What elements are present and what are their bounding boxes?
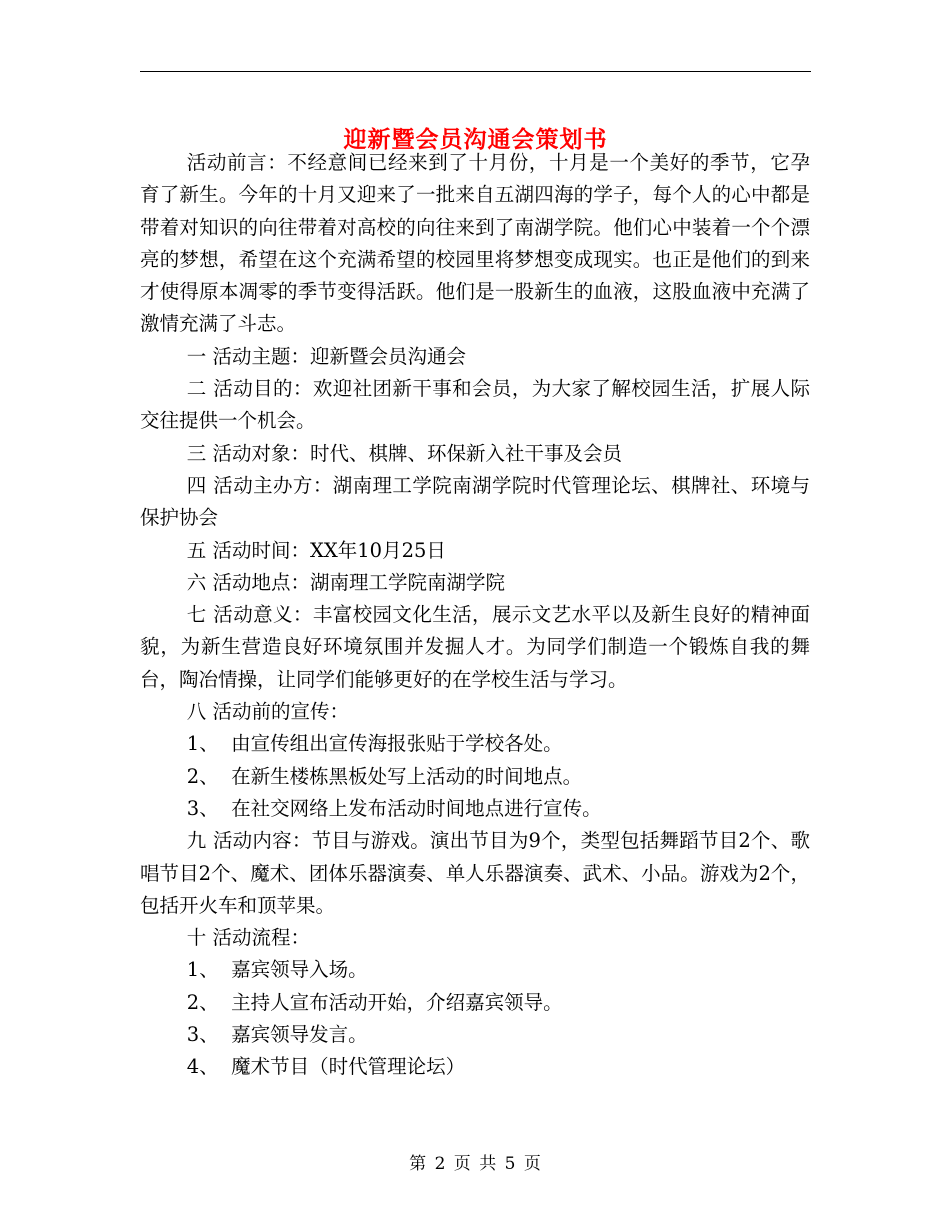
- body-paragraph: 十 活动流程：: [186, 926, 310, 950]
- body-paragraph: 九 活动内容：节目与游戏。演出节目为9个，类型包括舞蹈节目2个、歌唱节目2个、魔术、团体乐器演奏、单人乐器演奏、武术、小品。游戏为2个，包括开火车和顶苹果。: [140, 829, 810, 917]
- body-paragraph: 八 活动前的宣传：: [186, 700, 349, 724]
- document-title: 迎新暨会员沟通会策划书: [343, 126, 608, 154]
- body-paragraph: 二 活动目的：欢迎社团新干事和会员，为大家了解校园生活，扩展人际交往提供一个机会。: [140, 377, 810, 433]
- list-item: 3、 在社交网络上发布活动时间地点进行宣传。: [186, 796, 602, 820]
- body-paragraph: 六 活动地点：湖南理工学院南湖学院: [186, 570, 505, 594]
- list-item: 1、 嘉宾领导入场。: [186, 958, 368, 982]
- body-paragraph: 七 活动意义：丰富校园文化生活，展示文艺水平以及新生良好的精神面貌，为新生营造良好环境氛围并发掘人才。为同学们制造一个锻炼自我的舞台，陶冶情操，让同学们能够更好的在学校生活与学习。: [140, 603, 810, 691]
- body-paragraph: 三 活动对象：时代、棋牌、环保新入社干事及会员: [186, 441, 622, 465]
- body-paragraph: 五 活动时间：XX年10月25日: [186, 538, 446, 562]
- list-item: 3、 嘉宾领导发言。: [186, 1023, 368, 1047]
- list-item: 2、 主持人宣布活动开始，介绍嘉宾领导。: [186, 990, 563, 1014]
- list-item: 4、 魔术节目（时代管理论坛）: [186, 1055, 466, 1079]
- header-rule: [140, 71, 811, 72]
- list-item: 1、 由宣传组出宣传海报张贴于学校各处。: [186, 732, 563, 756]
- list-item: 2、 在新生楼栋黑板处写上活动的时间地点。: [186, 764, 583, 788]
- body-paragraph: 活动前言：不经意间已经来到了十月份，十月是一个美好的季节，它孕育了新生。今年的十月又迎来了一批来自五湖四海的学子，每个人的心中都是带着对知识的向往带着对高校的向往来到了南湖学院。他们心中装着一个个漂亮的梦想，希望在这个充满希望的校园里将梦想变成现实。也正是他们的到来才使得原本凋零的季节变得活跃。他们是一股新生的血液，这股血液中充满了激情充满了斗志。: [140, 151, 810, 336]
- document-body: [140, 147, 810, 1084]
- page-number: 第 2 页 共 5 页: [409, 1154, 541, 1174]
- body-paragraph: 四 活动主办方：湖南理工学院南湖学院时代管理论坛、棋牌社、环境与保护协会: [140, 473, 810, 530]
- body-paragraph: 一 活动主题：迎新暨会员沟通会: [186, 344, 466, 368]
